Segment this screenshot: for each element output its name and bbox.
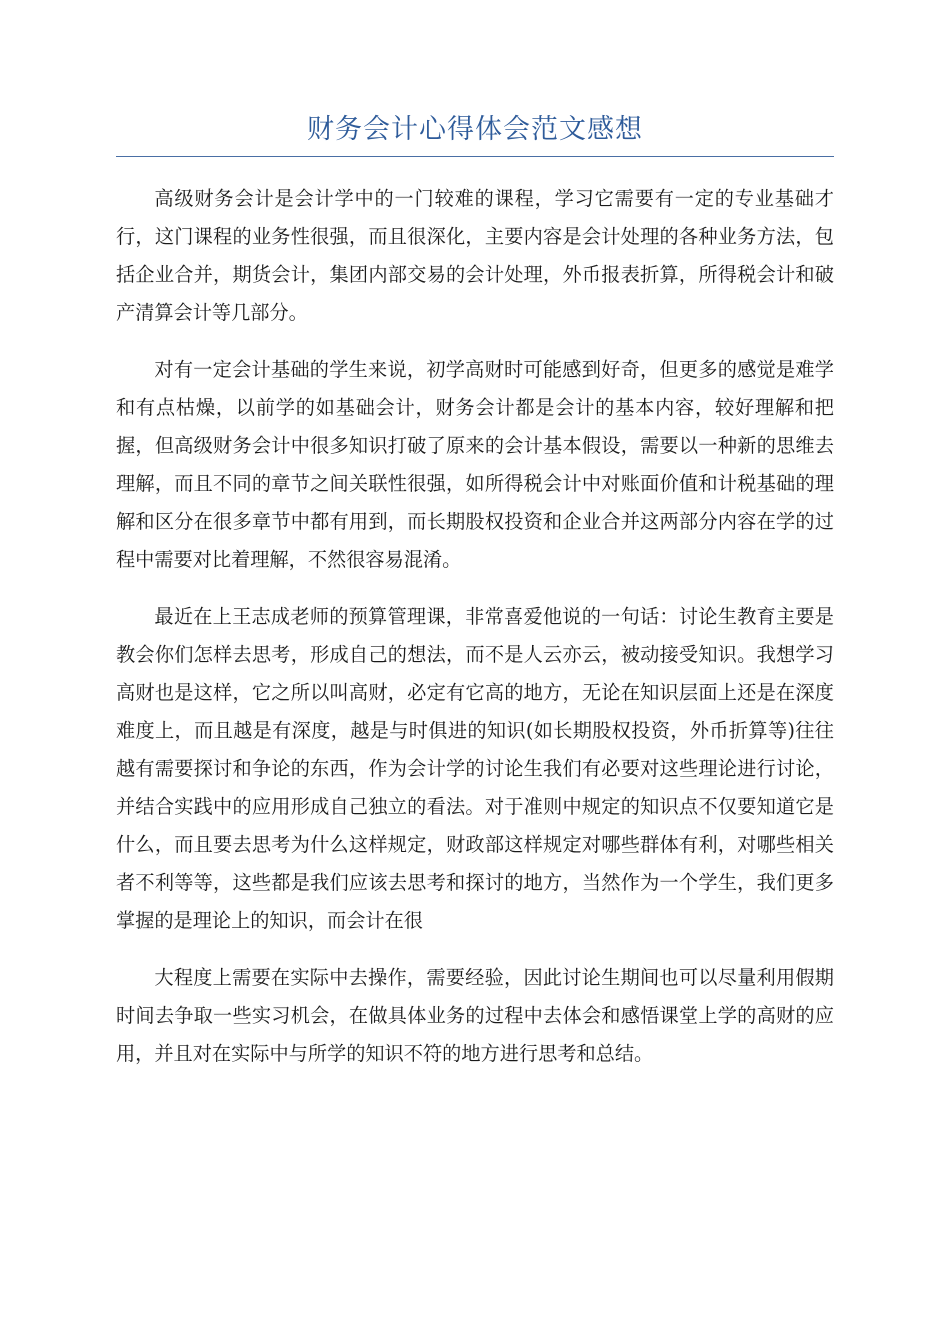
title-block bbox=[116, 108, 834, 157]
document-body bbox=[116, 180, 834, 1092]
page-title: 财务会计心得体会范文感想 bbox=[307, 114, 643, 145]
paragraph-3: 最近在上王志成老师的预算管理课，非常喜爱他说的一句话：讨论生教育主要是教会你们怎样去思考，形成自己的想法，而不是人云亦云，被动接受知识。我想学习高财也是这样，它之所以叫高财，必定有它高的地方，无论在知识层面上还是在深度难度上，而且越是有深度，越是与时俱进的知识(如长期股权投资，外币折算等)往往越有需要探讨和争论的东西，作为会计学的讨论生我们有必要对这些理论进行讨论，并结合实践中的应用形成自己独立的看法。对于准则中规定的知识点不仅要知道它是什么，而且要去思考为什么这样规定，财政部这样规定对哪些群体有利，对哪些相关者不利等等，这些都是我们应该去思考和探讨的地方，当然作为一个学生，我们更多掌握的是理论上的知识，而会计在很 bbox=[116, 605, 834, 932]
paragraph-4: 大程度上需要在实际中去操作，需要经验，因此讨论生期间也可以尽量利用假期时间去争取一些实习机会，在做具体业务的过程中去体会和感悟课堂上学的高财的应用，并且对在实际中与所学的知识不符的地方进行思考和总结。 bbox=[116, 966, 834, 1065]
paragraph-2: 对有一定会计基础的学生来说，初学高财时可能感到好奇，但更多的感觉是难学和有点枯燥，以前学的如基础会计，财务会计都是会计的基本内容，较好理解和把握，但高级财务会计中很多知识打破了原来的会计基本假设，需要以一种新的思维去理解，而且不同的章节之间关联性很强，如所得税会计中对账面价值和计税基础的理解和区分在很多章节中都有用到，而长期股权投资和企业合并这两部分内容在学的过程中需要对比着理解，不然很容易混淆。 bbox=[116, 358, 834, 571]
paragraph-1: 高级财务会计是会计学中的一门较难的课程，学习它需要有一定的专业基础才行，这门课程的业务性很强，而且很深化，主要内容是会计处理的各种业务方法，包括企业合并，期货会计，集团内部交易的会计处理，外币报表折算，所得税会计和破产清算会计等几部分。 bbox=[116, 187, 834, 324]
